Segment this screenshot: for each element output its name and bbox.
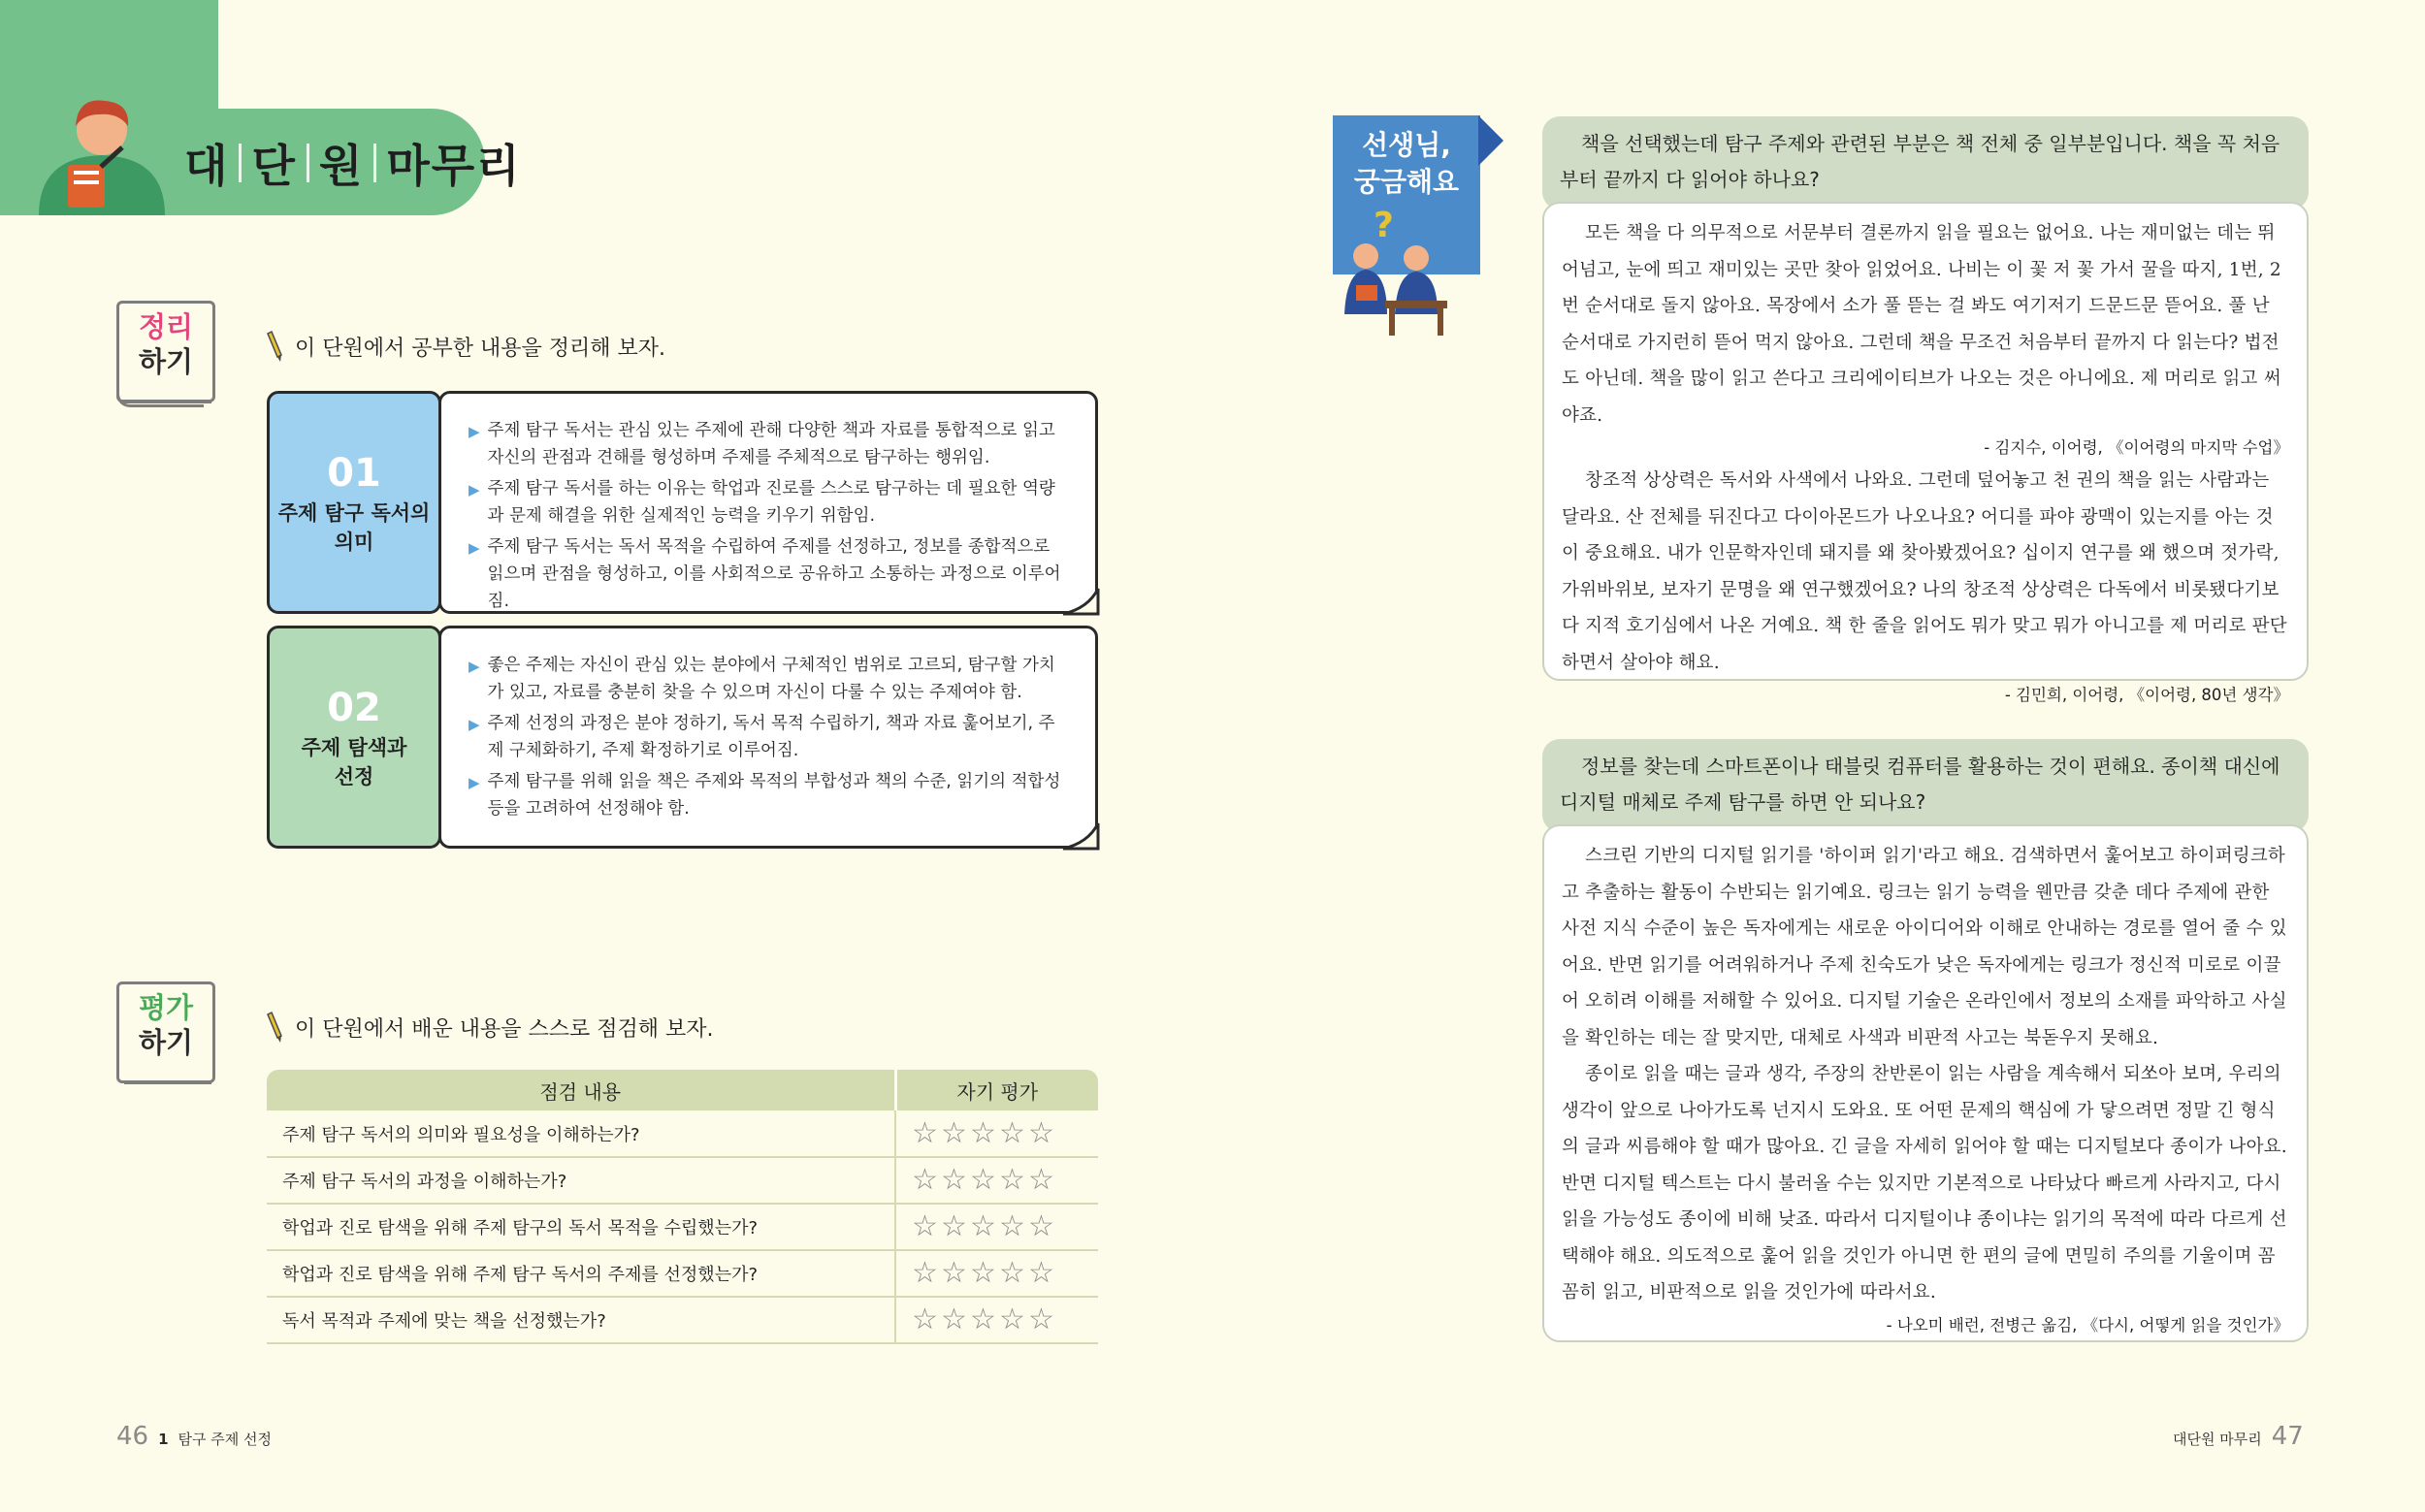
table-row <box>267 1157 1098 1204</box>
summary-box-title-line1: 주제 탐구 독서의 <box>277 501 431 525</box>
summary-instruction-text: 이 단원에서 공부한 내용을 정리해 보자. <box>295 336 665 361</box>
summary-box-01-label <box>267 391 441 614</box>
page-number: 47 <box>2271 1422 2304 1451</box>
summary-box-number: 01 <box>327 451 381 496</box>
summary-bullet-text: 주제 선정의 과정은 분야 정하기, 독서 목적 수립하기, 책과 자료 훑어보기, 주제 구체화하기, 주제 확정하기로 이루어짐. <box>487 714 1055 760</box>
star-rating[interactable] <box>895 1110 1098 1157</box>
summary-bullet-text: 주제 탐구 독서는 독서 목적을 수립하여 주제를 선정하고, 정보를 종합적으로 읽으며 관점을 형성하고, 이를 사회적으로 공유하고 소통하는 과정으로 이루어짐. <box>487 537 1061 611</box>
question-bubble <box>1542 116 2309 209</box>
table-header: 점검 내용 <box>267 1070 895 1110</box>
summary-bullet-text: 주제 탐구 독서를 하는 이유는 학업과 진로를 스스로 탐구하는 데 필요한 역량과 문제 해결을 위한 실제적인 능력을 키우기 위함임. <box>487 479 1055 526</box>
summary-bullet <box>469 652 1070 706</box>
star-rating[interactable] <box>895 1157 1098 1204</box>
star-rating[interactable] <box>895 1297 1098 1343</box>
bullet-triangle-icon: ▶ <box>469 539 480 557</box>
page-number: 46 <box>116 1422 149 1451</box>
sticker-line2: 하기 <box>138 1026 194 1059</box>
star-icon[interactable]: ☆ <box>970 1209 996 1243</box>
star-icon[interactable]: ☆ <box>941 1256 967 1290</box>
self-evaluation-table <box>267 1070 1098 1344</box>
title-char: 마무리 <box>386 140 522 192</box>
star-rating[interactable] <box>895 1204 1098 1250</box>
title-divider <box>307 144 309 182</box>
page-fold-icon <box>1061 821 1100 851</box>
answer-source: - 나오미 배런, 전병근 옮김, 《다시, 어떻게 읽을 것인가》 <box>1886 1315 2289 1335</box>
teacher-character-icon <box>29 89 175 215</box>
summary-box-title-line2: 선정 <box>334 765 374 788</box>
table-row <box>267 1297 1098 1343</box>
star-icon[interactable]: ☆ <box>1028 1209 1054 1243</box>
sticker-line2: 하기 <box>138 345 194 378</box>
star-icon[interactable]: ☆ <box>999 1115 1025 1150</box>
star-icon[interactable]: ☆ <box>970 1256 996 1290</box>
summary-box-number: 02 <box>327 686 381 730</box>
table-row <box>267 1204 1098 1250</box>
sticker-line1: 평가 <box>138 991 194 1024</box>
chapter-number: 1 <box>158 1431 169 1448</box>
bullet-triangle-icon: ▶ <box>469 481 480 499</box>
summary-box-title-line2: 의미 <box>334 531 374 554</box>
sticker-book-line <box>124 390 211 403</box>
summary-bullet <box>469 417 1070 471</box>
pencil-icon <box>264 330 285 363</box>
summary-bullet-text: 좋은 주제는 자신이 관심 있는 분야에서 구체적인 범위로 고르되, 탐구할 가치가 있고, 자료를 충분히 찾을 수 있으며 자신이 다룰 수 있는 주제여야 함. <box>487 656 1055 702</box>
answer-box <box>1542 824 2309 1342</box>
star-icon[interactable]: ☆ <box>1028 1115 1054 1150</box>
summary-bullet <box>469 710 1070 764</box>
question-text: 책을 선택했는데 탐구 주제와 관련된 부분은 책 전체 중 일부분입니다. 책을 꼭 처음부터 끝까지 다 읽어야 하나요? <box>1560 132 2280 191</box>
star-icon[interactable]: ☆ <box>999 1303 1025 1336</box>
answer-source: - 김지수, 이어령, 《이어령의 마지막 수업》 <box>1984 438 2289 457</box>
svg-text:?: ? <box>1374 208 1394 245</box>
check-item: 학업과 진로 탐색을 위해 주제 탐구 독서의 주제를 선정했는가? <box>267 1250 895 1297</box>
summary-bullet <box>469 533 1070 615</box>
table-header: 자기 평가 <box>895 1070 1098 1110</box>
summary-box-02-content <box>438 626 1098 849</box>
chapter-title: 탐구 주제 선정 <box>178 1431 273 1448</box>
check-item: 독서 목적과 주제에 맞는 책을 선정했는가? <box>267 1297 895 1343</box>
summary-bullet <box>469 768 1070 822</box>
star-icon[interactable]: ☆ <box>912 1163 938 1197</box>
summary-box-02-label <box>267 626 441 849</box>
title-divider <box>373 144 376 182</box>
star-icon[interactable]: ☆ <box>1028 1163 1054 1197</box>
page-fold-icon <box>1061 587 1100 616</box>
answer-paragraph: 창조적 상상력은 독서와 사색에서 나와요. 그런데 덮어놓고 천 권의 책을 읽는 사람과는 달라요. 산 전체를 뒤진다고 다이아몬드가 나오나요? 어디를 파야 광맥이 있는지를 아는 것이 중요해요. 내가 인문학자인데 돼지를 왜 찾아봤겠어요? 십이지 연구를 왜 했으며 젓가락, 가위바위보, 보자기 문명을 왜 연구했겠어요? 나의 창조적 상상력은 다독에서 비롯됐다기보다 지적 호기심에서 나온 거예요. 책 한 줄을 읽어도 뭐가 맞고 뭐가 아니고를 제 머리로 판단하면서 살아야 해요. <box>1562 470 2287 673</box>
star-icon[interactable]: ☆ <box>1028 1256 1054 1290</box>
table-row <box>267 1250 1098 1297</box>
title-char: 대 <box>184 140 230 192</box>
title-divider <box>239 144 242 182</box>
footer-left <box>116 1422 272 1451</box>
star-icon[interactable]: ☆ <box>912 1303 938 1336</box>
star-icon[interactable]: ☆ <box>941 1163 967 1197</box>
bullet-triangle-icon: ▶ <box>469 774 480 791</box>
answer-paragraph: 모든 책을 다 의무적으로 서문부터 결론까지 읽을 필요는 없어요. 나는 재미없는 데는 뛰어넘고, 눈에 띄고 재미있는 곳만 찾아 읽었어요. 나비는 이 꽃 저 꽃 가서 꿀을 따지, 1번, 2번 순서대로 돌지 않아요. 목장에서 소가 풀 뜯는 걸 봐도 여기저기 드문드문 뜯어요. 풀 난 순서대로 가지런히 뜯어 먹지 않아요. 그런데 책을 무조건 처음부터 끝까지 다 읽는다? 법전도 아닌데. 책을 많이 읽고 쓴다고 크리에이티브가 나오는 것은 아니에요. 제 머리로 읽고 써야죠. <box>1562 223 2281 426</box>
title-char: 단 <box>251 140 297 192</box>
summary-instruction <box>264 330 665 363</box>
evaluation-instruction <box>264 1011 714 1044</box>
star-icon[interactable]: ☆ <box>912 1256 938 1290</box>
answer-source: - 김민희, 이어령, 《이어령, 80년 생각》 <box>2004 686 2289 704</box>
bullet-triangle-icon: ▶ <box>469 658 480 675</box>
check-item: 주제 탐구 독서의 과정을 이해하는가? <box>267 1157 895 1204</box>
students-studying-icon <box>1327 208 1453 338</box>
footer-right <box>2173 1422 2304 1451</box>
summary-bullet <box>469 475 1070 530</box>
header-curve <box>218 0 2425 112</box>
question-bubble <box>1542 739 2309 832</box>
star-icon[interactable]: ☆ <box>999 1209 1025 1243</box>
page-title <box>184 124 522 202</box>
answer-box <box>1542 202 2309 704</box>
star-icon[interactable]: ☆ <box>912 1209 938 1243</box>
ask-teacher-line1: 선생님, <box>1362 129 1451 161</box>
star-icon[interactable]: ☆ <box>941 1209 967 1243</box>
summary-bullet-text: 주제 탐구 독서는 관심 있는 주제에 관해 다양한 책과 자료를 통합적으로 읽고 자신의 관점과 견해를 형성하며 주제를 주체적으로 탐구하는 행위임. <box>487 421 1055 467</box>
star-icon[interactable]: ☆ <box>941 1303 967 1336</box>
check-item: 주제 탐구 독서의 의미와 필요성을 이해하는가? <box>267 1110 895 1157</box>
star-icon[interactable]: ☆ <box>970 1163 996 1197</box>
question-text: 정보를 찾는데 스마트폰이나 태블릿 컴퓨터를 활용하는 것이 편해요. 종이책 대신에 디지털 매체로 주제 탐구를 하면 안 되나요? <box>1560 755 2280 814</box>
check-item: 학업과 진로 탐색을 위해 주제 탐구의 독서 목적을 수립했는가? <box>267 1204 895 1250</box>
summary-bullet-text: 주제 탐구를 위해 읽을 책은 주제와 목적의 부합성과 책의 수준, 읽기의 적합성 등을 고려하여 선정해야 함. <box>487 772 1061 819</box>
star-icon[interactable]: ☆ <box>941 1115 967 1150</box>
section-title: 대단원 마무리 <box>2173 1431 2262 1448</box>
star-icon[interactable]: ☆ <box>970 1303 996 1336</box>
bullet-triangle-icon: ▶ <box>469 716 480 733</box>
answer-paragraph: 스크린 기반의 디지털 읽기를 '하이퍼 읽기'라고 해요. 검색하면서 훑어보고 하이퍼링크하고 추출하는 활동이 수반되는 읽기예요. 링크는 읽기 능력을 웬만큼 갖춘 데다 주제에 관한 사전 지식 수준이 높은 독자에게는 새로운 아이디어와 이해로 안내하는 경로를 열어 줄 수 있어요. 반면 읽기를 어려워하거나 주제 친숙도가 낮은 독자에게는 링크가 정신적 미로로 이끌어 오히려 이해를 저해할 수 있어요. 디지털 기술은 온라인에서 정보의 소재를 파악하고 사실을 확인하는 데는 잘 맞지만, 대체로 사색과 비판적 사고는 북돋우지 못해요. <box>1562 846 2287 1048</box>
summary-box-title-line1: 주제 탐색과 <box>301 736 407 759</box>
evaluation-sticker <box>116 981 215 1083</box>
title-char: 원 <box>318 140 365 192</box>
bullet-triangle-icon: ▶ <box>469 423 480 440</box>
ask-teacher-line2: 궁금해요 <box>1353 166 1460 198</box>
star-icon[interactable]: ☆ <box>999 1256 1025 1290</box>
pencil-icon <box>264 1011 285 1044</box>
star-icon[interactable]: ☆ <box>970 1115 996 1150</box>
answer-paragraph: 종이로 읽을 때는 글과 생각, 주장의 찬반론이 읽는 사람을 계속해서 되쏘아 보며, 우리의 생각이 앞으로 나아가도록 넌지시 도와요. 또 어떤 문제의 핵심에 가 닿으려면 정말 긴 형식의 글과 씨름해야 할 때가 많아요. 긴 글을 자세히 읽어야 할 때는 디지털보다 종이가 나아요. 반면 디지털 텍스트는 다시 불러올 수는 있지만 기본적으로 나타났다 빠르게 사라지고, 다시 읽을 가능성도 종이에 비해 낮죠. 따라서 디지털이냐 종이냐는 읽기의 목적에 따라 다르게 선택해야 해요. 의도적으로 훑어 읽을 것인가 아니면 한 편의 글에 면밀히 주의를 기울이며 꼼꼼히 읽고, 비판적으로 읽을 것인가에 따라서요. <box>1562 1064 2287 1303</box>
star-icon[interactable]: ☆ <box>1028 1303 1054 1336</box>
sticker-line1: 정리 <box>138 310 194 343</box>
table-row <box>267 1110 1098 1157</box>
arrow-right-icon <box>1478 115 1504 166</box>
star-icon[interactable]: ☆ <box>912 1115 938 1150</box>
sticker-book-line <box>124 1071 211 1084</box>
summary-box-01-content <box>438 391 1098 614</box>
star-icon[interactable]: ☆ <box>999 1163 1025 1197</box>
star-rating[interactable] <box>895 1250 1098 1297</box>
evaluation-instruction-text: 이 단원에서 배운 내용을 스스로 점검해 보자. <box>295 1016 714 1042</box>
